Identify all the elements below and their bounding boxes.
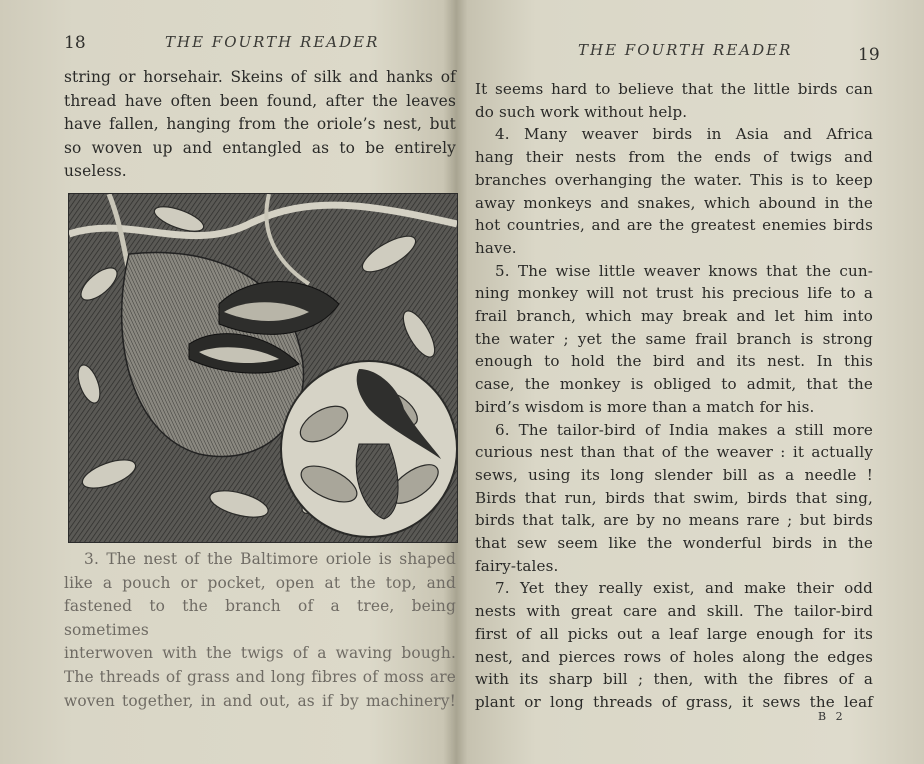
text-line: nest, and pierces rows of holes along the edges: [475, 647, 873, 666]
text-line: The threads of grass and long fibres of moss are: [64, 667, 456, 686]
text-line: bird’s wisdom is more than a match for his.: [475, 397, 815, 416]
text-line: interwoven with the twigs of a waving bough.: [64, 644, 456, 663]
text-line: hot countries, and are the greatest enemies birds: [475, 216, 873, 235]
text-line: nests with great care and skill. The tailor-bird: [475, 602, 873, 621]
text-line: Birds that run, birds that swim, birds that sing,: [475, 488, 873, 507]
text-line: curious nest than that of the weaver : it actually: [475, 443, 873, 462]
paragraph-line: 3. The nest of the Baltimore oriole is shaped: [84, 550, 456, 568]
paragraph-line: 7. Yet they really exist, and make their odd: [495, 579, 873, 598]
text-line: do such work without help.: [475, 102, 688, 121]
text-line: that sew seem like the wonderful birds in the: [475, 534, 873, 553]
running-head-left: THE FOURTH READER: [165, 33, 380, 51]
paragraph-line: 5. The wise little weaver knows that the cun-: [495, 261, 873, 280]
text-line: the water ; yet the same frail branch is strong: [475, 329, 873, 348]
text-line: with its sharp bill ; then, with the fibres of a: [475, 670, 873, 689]
text-line: enough to hold the bird and its nest. In this: [475, 352, 873, 371]
text-line: useless.: [64, 162, 127, 181]
text-line: birds that talk, are by no means rare ; but birds: [475, 511, 873, 530]
text-line: woven together, in and out, as if by machinery!: [64, 691, 456, 710]
text-line: first of all picks out a leaf large enough for its: [475, 624, 873, 643]
page-number-left: 18: [64, 33, 86, 53]
right-text: [475, 78, 873, 714]
text-line: fastened to the branch of a tree, being sometimes: [64, 597, 456, 639]
text-line: frail branch, which may break and let him into: [475, 307, 873, 326]
text-line: branches overhanging the water. This is to keep: [475, 170, 873, 189]
text-line: thread have often been found, after the leaves: [64, 91, 456, 110]
text-line: fairy-tales.: [475, 556, 559, 575]
left-page: [0, 0, 460, 764]
text-line: string or horsehair. Skeins of silk and hanks of: [64, 68, 456, 86]
text-line: away monkeys and snakes, which abound in the: [475, 193, 873, 212]
oriole-nest-engraving: [68, 193, 458, 543]
left-top-text: [64, 66, 456, 184]
text-line: case, the monkey is obliged to admit, that the: [475, 375, 873, 394]
text-line: hang their nests from the ends of twigs and: [475, 148, 873, 167]
text-line: ning monkey will not trust his precious life to a: [475, 284, 873, 303]
text-line: so woven up and entangled as to be entirely: [64, 138, 456, 157]
text-line: have.: [475, 238, 517, 257]
text-line: have fallen, hanging from the oriole’s nest, but: [64, 115, 456, 134]
text-line: plant or long threads of grass, it sews the leaf: [475, 692, 873, 711]
text-line: like a pouch or pocket, open at the top, and: [64, 573, 456, 592]
running-head-right: THE FOURTH READER: [578, 41, 793, 59]
text-line: sews, using its long slender bill as a needle !: [475, 465, 873, 484]
paragraph-line: 4. Many weaver birds in Asia and Africa: [495, 125, 873, 144]
paragraph-line: 6. The tailor-bird of India makes a still more: [495, 420, 873, 439]
page-number-right: 19: [858, 45, 880, 65]
right-page: [462, 0, 924, 764]
signature-mark: B 2: [818, 710, 846, 723]
left-bottom-text: [64, 548, 456, 713]
text-line: It seems hard to believe that the little birds can: [475, 80, 873, 98]
